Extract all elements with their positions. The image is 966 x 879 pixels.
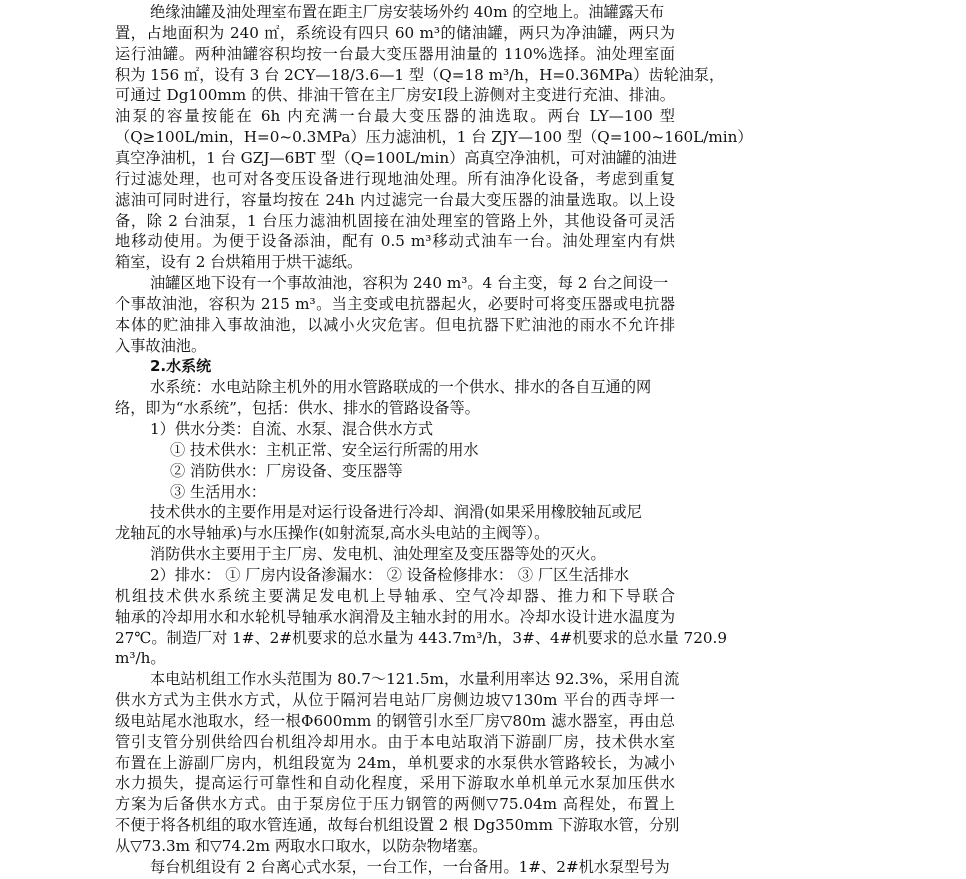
text-line: 箱室，设有 2 台烘箱用于烘干滤纸。 [115,253,363,272]
text-line: 油罐区地下设有一个事故油池，容积为 240 m³。4 台主变，每 2 台之间设一 [150,274,669,293]
list-heading: 2）排水： ① 厂房内设备渗漏水： ② 设备检修排水： ③ 厂区生活排水 [150,565,630,584]
list-heading: 1）供水分类：自流、水泵、混合供水方式 [150,420,434,438]
text-line: 技术供水的主要作用是对运行设备进行冷却、润滑(如果采用橡胶轴瓦或尼 [150,503,642,522]
text-line: 油泵的容量按能在 6h 内充满一台最大变压器的油选取。两台 LY—100 型 [115,107,675,126]
text-line: 方案为后备供水方式。由于泵房位于压力钢管的两侧▽75.04m 高程处，布置上 [115,795,675,814]
text-line: （Q≥100L/min，H=0~0.3MPa）压力滤油机，1 台 ZJY—100 型（Q=100~160L/min） [115,128,753,147]
text-line: 水力损失，提高运行可靠性和自动化程度，采用下游取水单机单元水泵加压供水 [115,774,675,793]
text-line: 级电站尾水池取水，经一根Φ600mm 的钢管引水至厂房▽80m 滤水器室，再由总 [115,711,675,730]
text-line: 布置在上游副厂房内，机组段宽为 24m，单机要求的水泵供水管路较长，为减小 [115,753,675,772]
text-line: 龙轴瓦的水导轴承)与水压操作(如射流泵,高水头电站的主阀等）。 [115,524,550,543]
section-heading: 2.水系统 [150,357,212,376]
text-line: 从▽73.3m 和▽74.2m 两取水口取水，以防杂物堵塞。 [115,837,488,855]
text-line: 每台机组设有 2 台离心式水泵，一台工作，一台备用。1#、2#机水泵型号为 [150,857,670,876]
text-line: 机组技术供水系统主要满足发电机上导轴承、空气冷却器、推力和下导联合 [115,586,675,605]
text-line: 水系统：水电站除主机外的用水管路联成的一个供水、排水的各自互通的网 [150,378,652,397]
list-item: ① 技术供水：主机正常、安全运行所需的用水 [170,440,479,459]
text-line: 运行油罐。两种油罐容积均按一台最大变压器用油量的 110%选择。油处理室面 [115,44,675,63]
text-line: 积为 156 ㎡，设有 3 台 2CY—18/3.6—1 型（Q=18 m³/h，H=0.36MPa）齿轮油泵， [115,65,725,84]
text-line: 本电站机组工作水头范围为 80.7～121.5m，水量利用率达 92.3%，采用自流 [150,670,680,689]
text-line: 消防供水主要用于主厂房、发电机、油处理室及变压器等处的灭火。 [150,545,606,564]
text-line: 供水方式为主供水方式，从位于隔河岩电站厂房侧边坡▽130m 平台的西寺坪一 [115,691,675,710]
text-line: 不便于将各机组的取水管连通，故每台机组设置 2 根 Dg350mm 下游取水管，分别 [115,816,680,835]
text-line: 真空净油机，1 台 GZJ—6BT 型（Q=100L/min）高真空净油机，可对油罐的油进 [115,148,677,167]
text-line: m³/h。 [115,649,166,668]
text-line: 管引支管分别供给四台机组冷却用水。由于本电站取消下游副厂房，技术供水室 [115,732,675,751]
text-line: 本体的贮油排入事故油池，以减小火灾危害。但电抗器下贮油池的雨水不允许排 [115,315,675,334]
text-line: 可通过 Dg100mm 的供、排油干管在主厂房安Ⅰ段上游侧对主变进行充油、排油。 [115,86,675,105]
text-line: 轴承的冷却用水和水轮机导轴承水润滑及主轴水封的用水。冷却水设计进水温度为 [115,607,675,626]
text-line: 备，除 2 台油泵，1 台压力滤油机固接在油处理室的管路上外，其他设备可灵活 [115,211,675,230]
text-line: 络，即为“水系统”，包括：供水、排水的管路设备等。 [115,399,480,418]
list-item: ② 消防供水：厂房设备、变压器等 [170,461,403,480]
list-item: ③ 生活用水： [170,482,266,501]
text-line: 27℃。制造厂对 1#、2#机要求的总水量为 443.7m³/h，3#、4#机要求的总水量 720.9 [115,628,728,647]
text-line: 行过滤处理，也可对各变压设备进行现地油处理。所有油净化设备，考虑到重复 [115,169,675,188]
text-line: 个事故油池，容积为 215 m³。当主变或电抗器起火，必要时可将变压器或电抗器 [115,294,675,313]
text-line: 入事故油池。 [115,336,207,355]
text-line: 滤油可同时进行，容量均按在 24h 内过滤完一台最大变压器的油量选取。以上设 [115,190,675,209]
text-line: 地移动使用。为便于设备添油，配有 0.5 m³移动式油车一台。油处理室内有烘 [115,232,675,251]
text-line: 置，占地面积为 240 ㎡，系统设有四只 60 m³的储油罐，两只为净油罐，两只为 [115,23,675,42]
text-line: 绝缘油罐及油处理室布置在距主厂房安装场外约 40m 的空地上。油罐露天布 [150,3,665,21]
